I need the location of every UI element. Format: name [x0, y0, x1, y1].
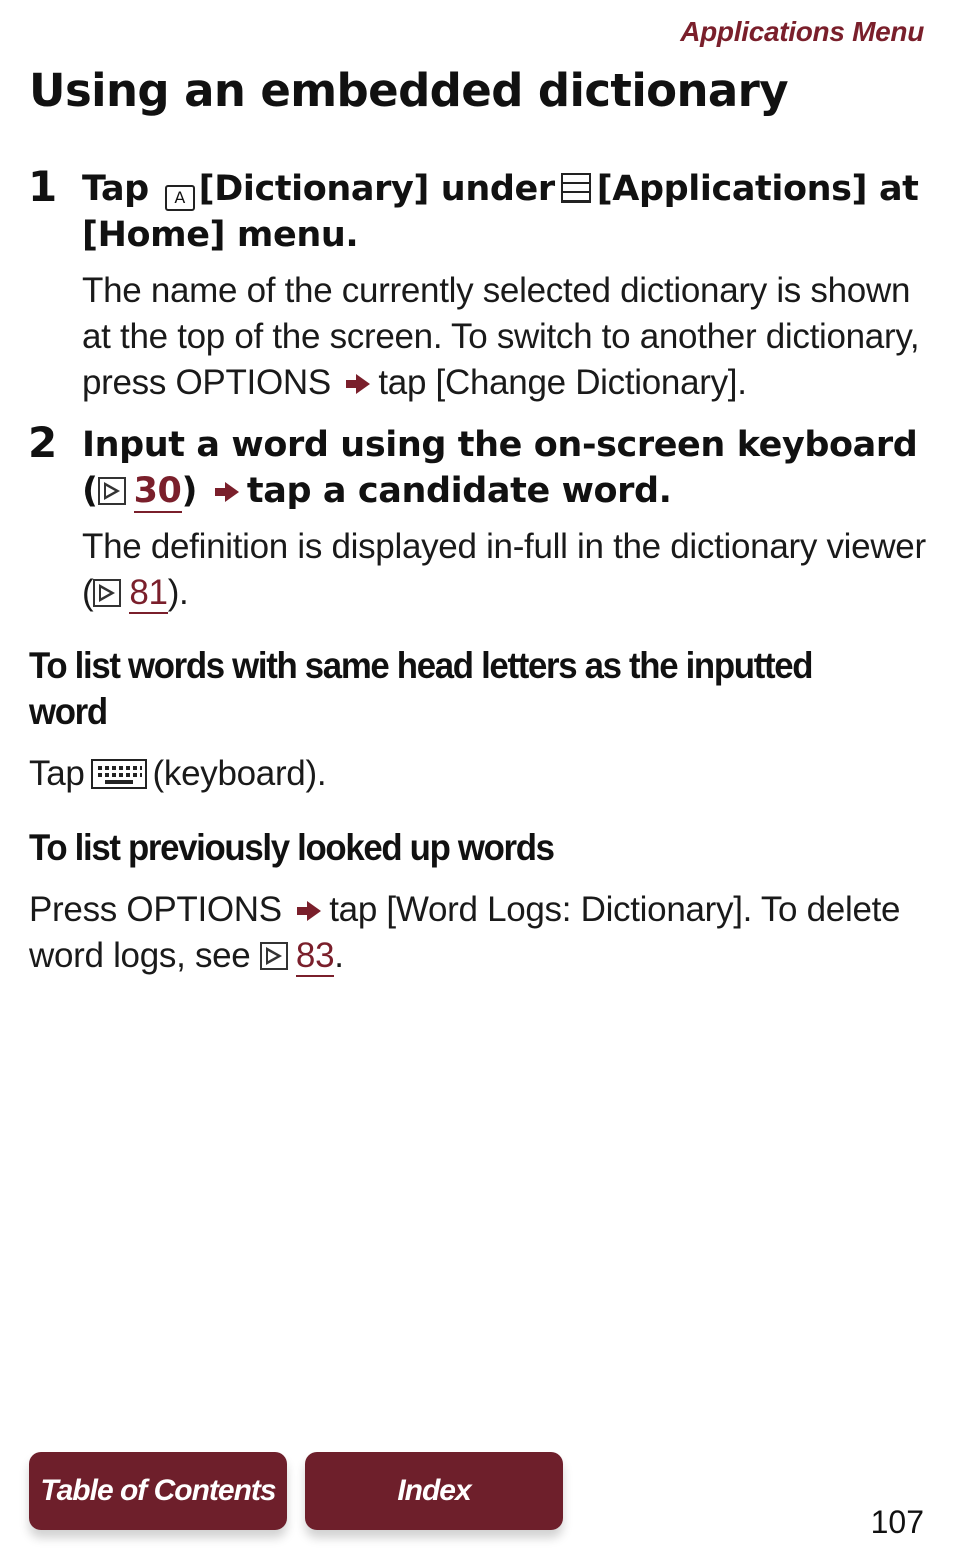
step-body-text: The definition is displayed in-full in the dictionary viewer (	[82, 527, 926, 612]
page-title: Using an embedded dictionary	[29, 64, 788, 117]
step-number: 1	[28, 162, 58, 211]
step-body-text: ).	[167, 573, 189, 612]
step-title	[82, 166, 932, 258]
arrow-right-icon	[346, 374, 372, 394]
dictionary-book-icon: A	[165, 185, 195, 211]
table-of-contents-button[interactable]: Table of Contents	[29, 1452, 287, 1530]
step-title-text: Input a word using the on-screen keyboard (	[82, 425, 918, 511]
keyboard-icon	[91, 759, 147, 789]
step-number: 2	[28, 418, 58, 467]
step-title-text: )	[181, 471, 198, 511]
subsection-text: .	[334, 936, 344, 975]
subsection-text: Press OPTIONS	[29, 890, 282, 929]
step-title	[82, 422, 932, 514]
page-number: 107	[870, 1504, 924, 1540]
page-link-30[interactable]: 30	[133, 471, 182, 511]
arrow-right-icon	[297, 901, 323, 921]
subsection-body	[29, 751, 929, 797]
page-reference-icon	[93, 579, 121, 607]
index-button[interactable]: Index	[305, 1452, 563, 1530]
subsection-text: tap [Word Logs: Dictionary]. To delete word logs, see	[29, 890, 901, 975]
page-reference-icon	[98, 477, 126, 505]
step-body	[82, 268, 932, 406]
step-body-text: The name of the currently selected dictionary is shown at the top of the screen. To switch to another dictionary, press OPTIONS	[82, 271, 920, 402]
step-title-text: Tap	[82, 169, 149, 209]
step-title-text: [Dictionary] under	[198, 169, 555, 209]
subsection-heading: To list words with same head letters as the inputted word	[29, 645, 813, 732]
step-body	[82, 524, 932, 616]
applications-grid-icon	[561, 173, 591, 203]
subsection-text: (keyboard).	[152, 754, 327, 793]
arrow-right-icon	[215, 482, 241, 502]
step-title-text: tap a candidate word.	[246, 471, 672, 511]
section-header: Applications Menu	[680, 16, 924, 47]
page-link-81[interactable]: 81	[129, 573, 168, 612]
step-body-text: tap [Change Dictionary].	[378, 363, 747, 402]
subsection-text: Tap	[29, 754, 85, 793]
subsection-body	[29, 887, 929, 979]
page-reference-icon	[260, 942, 288, 970]
subsection-heading: To list previously looked up words	[29, 827, 554, 868]
page-link-83[interactable]: 83	[295, 936, 335, 975]
step-title-text: [Applications] at [Home] menu.	[82, 169, 919, 255]
